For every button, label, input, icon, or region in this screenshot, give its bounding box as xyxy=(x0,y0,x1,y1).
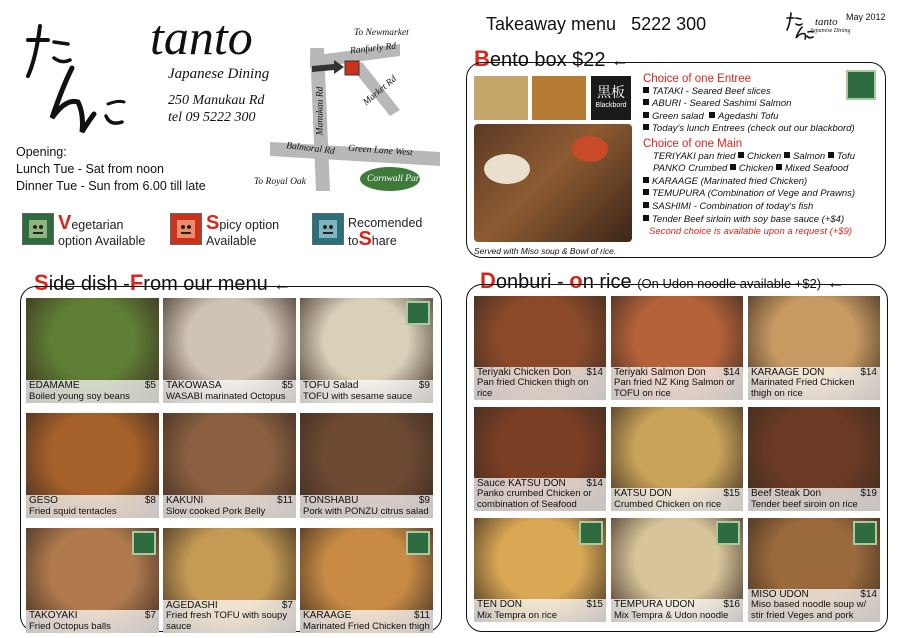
donburi-name: Beef Steak Don xyxy=(751,488,822,499)
share-mask-icon xyxy=(312,213,344,245)
side-dish-caption xyxy=(300,380,433,403)
legend-vegetarian xyxy=(22,213,162,253)
bento-photo-main xyxy=(474,124,632,242)
side-dish-price: $9 xyxy=(418,495,430,506)
main-item: Tender Beef sirloin with soy base sauce (+$4) xyxy=(643,214,889,227)
donburi-caption xyxy=(611,599,743,622)
mini-brand-sub: Japanese Dining xyxy=(810,28,851,34)
donburi-caption xyxy=(748,589,880,623)
side-dish-price: $7 xyxy=(144,610,156,621)
side-dish-caption xyxy=(163,380,296,403)
side-dish-caption xyxy=(300,495,433,518)
donburi-price: $14 xyxy=(586,366,603,378)
vegetarian-badge-icon xyxy=(132,531,156,555)
side-dish-price: $8 xyxy=(144,495,156,506)
entree-heading: Choice of one Entree xyxy=(643,73,752,85)
side-dish-description: Marinated Fried Chicken thigh xyxy=(303,620,430,632)
donburi-price: $14 xyxy=(723,366,740,378)
side-dish-description: TOFU with sesame sauce xyxy=(303,390,413,402)
bento-caption: Served with Miso soup & Bowl of rice. xyxy=(474,246,617,256)
side-dish-name: TONSHABU xyxy=(303,495,359,506)
side-dish-description: Fried fresh TOFU with soupy sauce xyxy=(166,610,288,632)
tanto-brush-logo xyxy=(22,18,132,148)
spicy-mask-icon xyxy=(170,213,202,245)
side-dish-card xyxy=(26,413,159,518)
side-dish-price: $7 xyxy=(281,599,293,611)
side-dish-card xyxy=(26,298,159,403)
side-dish-caption xyxy=(300,610,433,633)
legend-spicy xyxy=(170,213,300,253)
donburi-name: Teriyaki Chicken Don xyxy=(477,366,571,378)
entree-item: Today's lunch Entrees (check out our blackbord) xyxy=(643,123,889,136)
brand-title: tanto xyxy=(150,9,253,65)
donburi-price: $14 xyxy=(586,477,603,489)
takeaway-title: Takeaway menu xyxy=(486,14,617,34)
side-dish-name: KAKUNI xyxy=(166,495,204,506)
donburi-card xyxy=(748,518,880,622)
side-dish-description: Slow cooked Pork Belly xyxy=(166,505,266,517)
spicy-label-2: Available xyxy=(206,234,257,248)
donburi-description: Marinated Fried Chicken thigh on rice xyxy=(751,377,855,399)
side-dish-name: AGEDASHI xyxy=(166,599,218,611)
side-dish-name: EDAMAME xyxy=(29,380,80,391)
side-dish-price: $11 xyxy=(277,495,293,506)
veg-label: egetarian xyxy=(71,218,124,232)
donburi-card xyxy=(474,518,606,622)
side-dish-description: Fried Octopus balls xyxy=(29,620,111,632)
map-label-balmoral: Balmoral Rd xyxy=(285,141,336,157)
map-label-manukau: Manukau Rd xyxy=(315,86,326,136)
donburi-caption xyxy=(611,367,743,401)
vegetarian-mask-icon xyxy=(22,213,54,245)
donburi-price: $19 xyxy=(860,488,877,499)
main-item: KARAAGE (Marinated fried Chicken) xyxy=(643,176,889,189)
donburi-card xyxy=(611,296,743,400)
teriyaki-line: TERIYAKI pan fried Chicken Salmon Tofu xyxy=(653,150,855,162)
donburi-description: Mix Tempra & Udon noodle xyxy=(614,609,729,621)
lunch-hours: Lunch Tue - Sat from noon xyxy=(16,162,165,176)
arrow-left-icon: ← xyxy=(611,50,630,70)
donburi-title: Donburi - on rice (On Udon noodle available +$2) ← xyxy=(480,268,845,293)
bento-photo-salad xyxy=(474,76,528,120)
second-choice-note: Second choice is available upon a request (+$9) xyxy=(649,226,853,238)
side-dish-description: Pork with PONZU citrus salad xyxy=(303,505,429,517)
vegetarian-badge-icon xyxy=(406,301,430,325)
rec-cap: S xyxy=(358,228,372,250)
donburi-description: Crumbed Chicken on rice xyxy=(614,498,722,510)
main-item: TEMUPURA (Combination of Vege and Prawns) xyxy=(643,188,889,201)
donburi-caption xyxy=(611,488,743,511)
side-dish-name: TOFU Salad xyxy=(303,380,359,391)
map-label-newmarket: To Newmarket xyxy=(354,28,409,38)
side-dish-title: Side dish -From our menu ← xyxy=(34,270,292,295)
mini-brush-logo xyxy=(784,10,814,40)
donburi-description: Mix Tempra on rice xyxy=(477,609,558,621)
main-item: SASHIMI - Combination of today's fish xyxy=(643,201,889,214)
donburi-card xyxy=(611,518,743,622)
side-dish-caption xyxy=(26,610,159,633)
bento-title-rest: ento box $22 xyxy=(489,49,606,71)
phone: tel 09 5222 300 xyxy=(168,110,256,125)
blackboard-badge xyxy=(591,76,631,120)
opening-hours xyxy=(16,144,206,195)
takeaway-header xyxy=(486,14,706,35)
side-dish-card xyxy=(300,298,433,403)
donburi-price: $16 xyxy=(723,599,740,610)
donburi-price: $14 xyxy=(860,588,877,600)
vegetarian-badge-icon xyxy=(579,521,603,545)
vegetarian-badge-icon xyxy=(853,521,877,545)
side-dish-card xyxy=(300,413,433,518)
donburi-caption xyxy=(748,488,880,511)
donburi-name: Sauce KATSU DON xyxy=(477,477,566,489)
donburi-card xyxy=(611,407,743,511)
donburi-caption xyxy=(474,599,606,622)
spicy-label: picy option xyxy=(219,218,280,232)
map-label-cornwall: Cornwall Park xyxy=(367,174,424,184)
map-label-greenlane: Green Lane West xyxy=(347,143,414,159)
blackboard-kanji: 黒板 xyxy=(597,85,625,101)
map-label-ranfurly: Ranfurly Rd xyxy=(349,41,397,57)
main-heading: Choice of one Main xyxy=(643,137,743,150)
donburi-description: Pan fried NZ King Salmon or TOFU on rice xyxy=(614,377,735,399)
mini-brand: tanto xyxy=(815,16,838,28)
arrow-left-icon: ← xyxy=(826,272,845,292)
donburi-card xyxy=(474,407,606,511)
donburi-name: TEMPURA UDON xyxy=(614,599,695,610)
menu-date: May 2012 xyxy=(846,12,886,22)
spicy-cap: S xyxy=(206,212,220,234)
entree-item: ABURI - Seared Sashimi Salmon xyxy=(643,98,889,111)
donburi-card xyxy=(748,296,880,400)
donburi-description: Miso based noodle soup w/ stir fried Veges and pork xyxy=(751,599,867,621)
brand-subtitle: Japanese Dining xyxy=(168,66,270,82)
side-dish-price: $5 xyxy=(281,380,293,391)
donburi-card xyxy=(474,296,606,400)
side-dish-card xyxy=(163,528,296,633)
arrow-left-icon: ← xyxy=(273,274,292,294)
rec-rest: hare xyxy=(371,234,397,248)
takeaway-phone: 5222 300 xyxy=(631,14,707,34)
donburi-caption xyxy=(474,478,606,512)
donburi-name: TEN DON xyxy=(477,599,522,610)
side-dish-card xyxy=(163,298,296,403)
map-label-royaloak: To Royal Oak xyxy=(254,177,306,187)
legend-share xyxy=(312,213,442,253)
donburi-name: Teriyaki Salmon Don xyxy=(614,366,706,378)
donburi-caption xyxy=(474,367,606,401)
donburi-name: KARAAGE DON xyxy=(751,366,825,378)
blackboard-label: Blackbord xyxy=(595,102,627,109)
side-dish-description: Fried squid tentacles xyxy=(29,505,117,517)
bento-options xyxy=(643,73,889,239)
side-dish-price: $11 xyxy=(414,610,430,621)
side-dish-price: $9 xyxy=(418,380,430,391)
address: 250 Manukau Rd xyxy=(168,93,265,108)
side-dish-caption xyxy=(26,495,159,518)
donburi-udon-note: (On Udon noodle available +$2) xyxy=(637,276,822,291)
vegetarian-badge-icon xyxy=(406,531,430,555)
donburi-price: $14 xyxy=(860,366,877,378)
side-dish-name: GESO xyxy=(29,495,58,506)
donburi-name: KATSU DON xyxy=(614,488,672,499)
side-dish-description: WASABI marinated Octopus xyxy=(166,390,286,402)
donburi-price: $15 xyxy=(586,599,603,610)
map-label-market: Market Rd xyxy=(361,74,399,108)
donburi-price: $15 xyxy=(723,488,740,499)
side-dish-name: TAKOWASA xyxy=(166,380,222,391)
entree-item: TATAKI - Seared Beef slices xyxy=(643,86,889,99)
side-dish-card xyxy=(163,413,296,518)
veg-cap: V xyxy=(58,212,72,234)
vegetarian-badge-icon xyxy=(716,521,740,545)
rec-to: to xyxy=(348,234,359,248)
side-dish-caption xyxy=(163,495,296,518)
side-dish-caption xyxy=(163,600,296,634)
donburi-description: Pan fried Chicken thigh on rice xyxy=(477,377,589,399)
veg-label-2: option Available xyxy=(58,234,146,248)
dinner-hours: Dinner Tue - Sun from 6.00 till late xyxy=(16,179,206,193)
donburi-card xyxy=(748,407,880,511)
rice-bowl xyxy=(484,154,530,184)
panko-line: PANKO Crumbed Chicken Mixed Seafood xyxy=(653,163,849,175)
donburi-name: MISO UDON xyxy=(751,588,809,600)
donburi-description: Tender beef siroin on rice xyxy=(751,498,858,510)
donburi-description: Panko crumbed Chicken or combination of Seafood xyxy=(477,488,592,510)
side-dish-caption xyxy=(26,380,159,403)
side-dish-price: $5 xyxy=(144,380,156,391)
bento-photo-tempura xyxy=(532,76,586,120)
bento-title-cap: B xyxy=(474,46,490,71)
side-dish-name: KARAAGE xyxy=(303,610,352,621)
side-dish-card xyxy=(300,528,433,633)
rec-label: Recomended xyxy=(348,216,423,230)
miso-bowl xyxy=(572,136,608,162)
donburi-caption xyxy=(748,367,880,401)
side-dish-card xyxy=(26,528,159,633)
side-dish-description: Boiled young soy beans xyxy=(29,390,130,402)
opening-title: Opening: xyxy=(16,145,67,159)
location-map xyxy=(250,26,440,196)
entree-item: Green salad Agedashi Tofu xyxy=(643,111,889,124)
side-dish-name: TAKOYAKI xyxy=(29,610,78,621)
